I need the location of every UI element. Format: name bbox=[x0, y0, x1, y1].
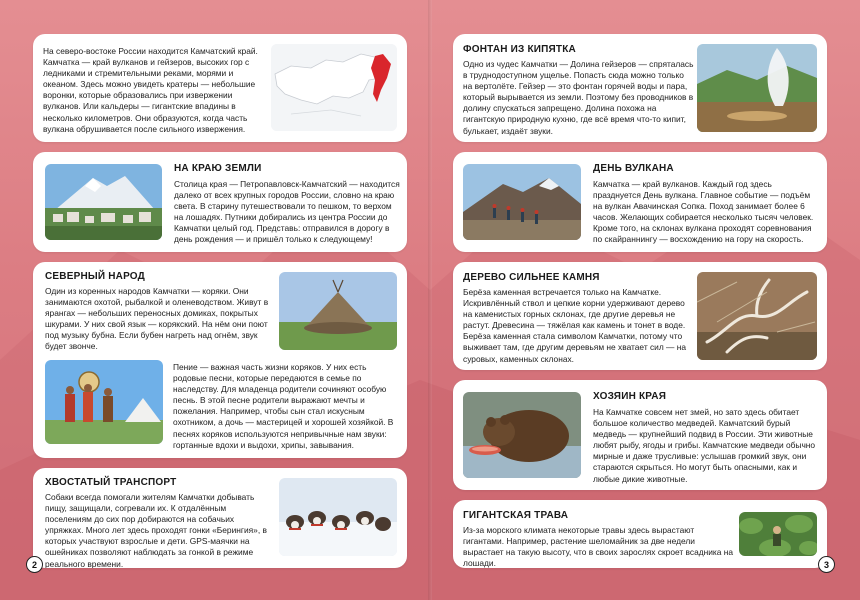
edge-card bbox=[33, 152, 407, 252]
tree-card bbox=[453, 262, 827, 370]
transport-title: ХВОСТАТЫЙ ТРАНСПОРТ bbox=[45, 477, 177, 488]
people-text-2: Пение — важная часть жизни коряков. У них есть родовые песни, которые передаются в семье по наследству. Для младенца родители сочиняют особую песнь. В этой песне родители выражают мечты и пожелания. Например, чтобы сын стал искусным охотником, а дочь — мастерицей и хорошей хозяйкой. В песнях коряков используются непривычные нам звуки: гортанные вдохи и выдохи, хрипы, завывания. bbox=[173, 362, 394, 450]
fountain-title: ФОНТАН ИЗ КИПЯТКА bbox=[463, 44, 576, 55]
people-title: СЕВЕРНЫЙ НАРОД bbox=[45, 271, 145, 282]
koryak-dancers-image bbox=[45, 360, 163, 444]
bear-text: На Камчатке совсем нет змей, но зато здесь обитает большое количество медведей. Камчатский бурый медведь — крупнейший подвид в России. Эти животные любят рыбу, ягоды и грибы. Камчатские медведи обычно мирные и даже трусливые: услышав громкий звук, они стараются скрыться. Но могут быть опасными, как и любые дикие животные. bbox=[593, 407, 816, 484]
volcano-text: Камчатка — край вулканов. Каждый год здесь празднуется День вулкана. Главное событие — подъём на вулкан Авачинская Сопка. Поход занимает более 6 часов. Желающих собирается несколько тысяч человек. Кроме того, на склонах вулкана проходят соревнования по скайраннингу — восхождению на гору на скорость. bbox=[593, 179, 814, 245]
kamchatka-map-image bbox=[271, 44, 397, 131]
grass-card bbox=[453, 500, 827, 568]
city-volcano-image bbox=[45, 164, 162, 240]
intro-card bbox=[33, 34, 407, 142]
giant-grass-image bbox=[739, 512, 817, 556]
page-number-right: 3 bbox=[818, 556, 835, 573]
edge-text: Столица края — Петропавловск-Камчатский — находится далеко от всех крупных городов России, словно на краю света. В старину путешествовали то пешком, то верхом на лошадях. Путники добирались из центра России до Камчатки целый год. Представь: отправился в дорогу в день рождения — и пришёл только к следующему! bbox=[174, 179, 400, 245]
geyser-image bbox=[697, 44, 817, 132]
volcano-title: ДЕНЬ ВУЛКАНА bbox=[593, 163, 674, 174]
transport-card bbox=[33, 468, 407, 568]
people-text-1: Один из коренных народов Камчатки — коряки. Они занимаются охотой, рыбалкой и оленеводством. Живут в ярангах — небольших переносных домиках, покрытых шкурами. У них свой язык — корякский. На нём они поют под музыку бубна. Если бубен нагреть над огнём, звук будет звонче. bbox=[45, 286, 269, 352]
bear-image bbox=[463, 392, 581, 478]
hikers-volcano-image bbox=[463, 164, 581, 240]
bear-card bbox=[453, 380, 827, 490]
tree-text: Берёза каменная встречается только на Камчатке. Искривлённый ствол и цепкие корни удерживают дерево на каменистых горных склонах, где другие деревья не растут. Древесина — тяжёлая как камень и тонет в воде. Берёза каменная стала символом Камчатки, потому что выживает там, где другим деревьям не хватает сил — на суровых, каменных склонах. bbox=[463, 287, 687, 364]
yaranga-image bbox=[279, 272, 397, 350]
page-spine bbox=[428, 0, 432, 600]
intro-text: На северо-востоке России находится Камчатский край. Камчатка — край вулканов и гейзеров, высоких гор с ледниками и стремительными реками, морями и океаном. Здесь можно увидеть кратеры — небольшие воронки, которые образовались при извержении вулканов. Или кальдеры — гигантские впадины в несколько километров. Они образуются, когда часть вулкана обрушивается после сильного извержения. bbox=[43, 46, 258, 134]
edge-title: НА КРАЮ ЗЕМЛИ bbox=[174, 163, 262, 174]
volcano-card bbox=[453, 152, 827, 252]
stone-birch-image bbox=[697, 272, 817, 360]
grass-title: ГИГАНТСКАЯ ТРАВА bbox=[463, 510, 569, 521]
fountain-card bbox=[453, 34, 827, 142]
people-card bbox=[33, 262, 407, 458]
fountain-text: Одно из чудес Камчатки — Долина гейзеров — спряталась в труднодоступном ущелье. Попасть сюда можно только на вертолёте. Гейзер — это фонтан горячей воды и пара, который вырывается из земли. Поэтому без проводников в долину спускаться запрещено. Долина похожа на гигантскую природную кухню, где всё время что-то кипит, булькает, издаёт звуки. bbox=[463, 59, 694, 136]
bear-title: ХОЗЯИН КРАЯ bbox=[593, 391, 667, 402]
transport-text: Собаки всегда помогали жителям Камчатки добывать пищу, защищали, согревали их. К отдалённым поселениям до сих пор добираются на собачьих упряжках. Много лет здесь проходят гонки «Берингия», в которых участвуют взрослые и дети. GPS-маячки на ошейниках позволяют наблюдать за гонкой в режиме реального времени. bbox=[45, 492, 267, 568]
grass-text: Из-за морского климата некоторые травы здесь вырастают гигантами. Например, растение шеломайник за две недели вырастает на такую высоту, что в своих зарослях скроет всадника на лошади. bbox=[463, 525, 734, 568]
page-number-left: 2 bbox=[26, 556, 43, 573]
tree-title: ДЕРЕВО СИЛЬНЕЕ КАМНЯ bbox=[463, 272, 600, 283]
sled-dogs-image bbox=[279, 478, 397, 556]
